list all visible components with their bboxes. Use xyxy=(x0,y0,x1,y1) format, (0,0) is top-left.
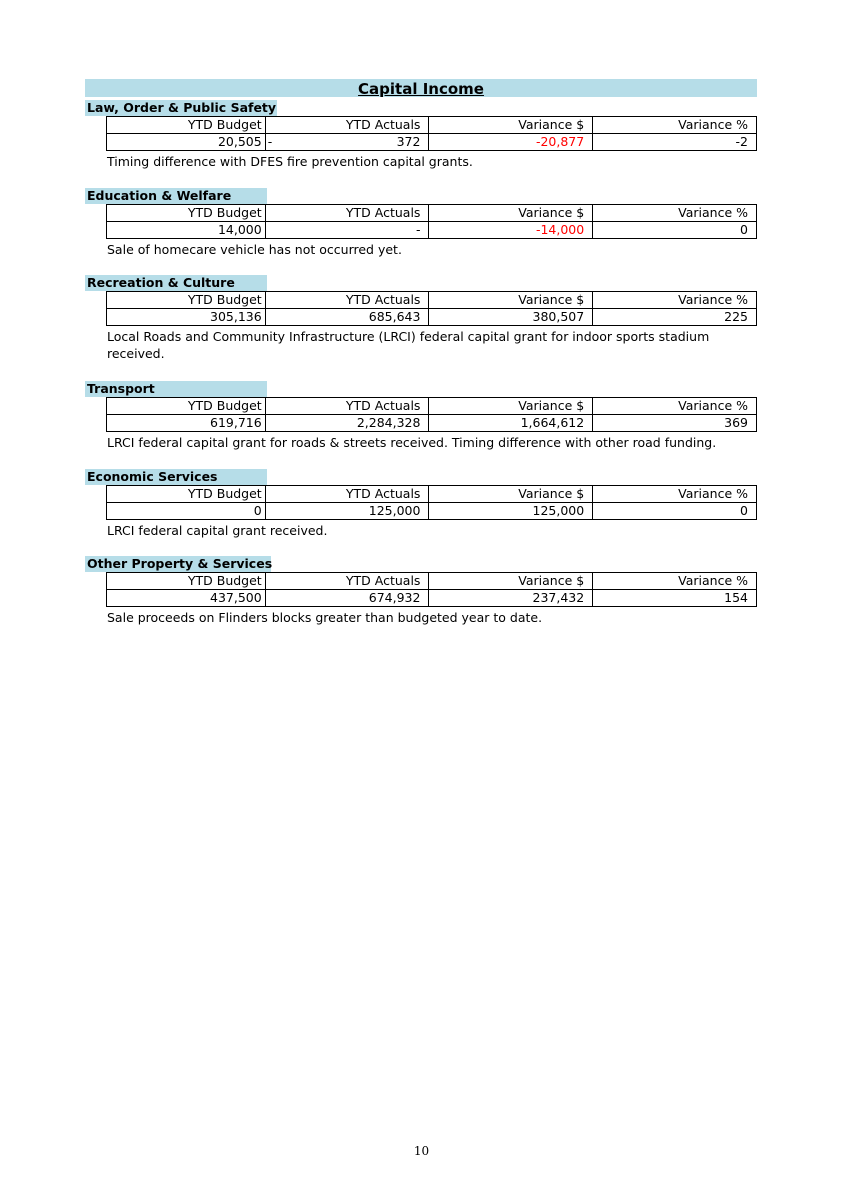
table-row xyxy=(107,134,757,151)
page-number: 10 xyxy=(413,1144,430,1158)
ytd-actuals-value: 125,000 xyxy=(265,503,429,520)
table-header-row xyxy=(107,117,757,134)
header-variance-amount: Variance $ xyxy=(429,486,593,503)
ytd-actuals-value: 674,932 xyxy=(265,590,429,607)
ytd-budget-value: 20,505 xyxy=(107,134,266,151)
section-transport xyxy=(85,378,757,451)
section-heading: Recreation & Culture xyxy=(85,275,267,291)
section-note: LRCI federal capital grant received. xyxy=(107,523,328,538)
table-header-row xyxy=(107,573,757,590)
header-ytd-budget: YTD Budget xyxy=(107,292,266,309)
header-ytd-actuals: YTD Actuals xyxy=(265,205,429,222)
ytd-budget-value: 437,500 xyxy=(107,590,266,607)
section-heading: Law, Order & Public Safety xyxy=(87,100,277,115)
header-ytd-budget: YTD Budget xyxy=(107,117,266,134)
section-other-property xyxy=(85,553,757,626)
header-ytd-budget: YTD Budget xyxy=(107,573,266,590)
ytd-budget-value: 305,136 xyxy=(107,309,266,326)
variance-amount-value: -20,877 xyxy=(429,134,593,151)
variance-percent-value: 225 xyxy=(593,309,757,326)
table-row xyxy=(107,309,757,326)
section-heading: Transport xyxy=(85,381,267,397)
table-header-row xyxy=(107,292,757,309)
variance-percent-value: 0 xyxy=(593,503,757,520)
header-ytd-actuals: YTD Actuals xyxy=(265,398,429,415)
header-variance-amount: Variance $ xyxy=(429,205,593,222)
section-note: Sale of homecare vehicle has not occurred yet. xyxy=(107,242,402,257)
variance-table xyxy=(106,397,757,432)
section-note: LRCI federal capital grant for roads & streets received. Timing difference with other road funding. xyxy=(107,435,717,450)
ytd-budget-value: 0 xyxy=(107,503,266,520)
variance-percent-value: -2 xyxy=(593,134,757,151)
variance-amount-value: 1,664,612 xyxy=(429,415,593,432)
section-note: Local Roads and Community Infrastructure (LRCI) federal capital grant for indoor sports stadium received. xyxy=(107,329,710,361)
section-economic-services xyxy=(85,466,757,539)
header-ytd-actuals: YTD Actuals xyxy=(265,292,429,309)
ytd-budget-value: 14,000 xyxy=(107,222,266,239)
header-ytd-budget: YTD Budget xyxy=(107,205,266,222)
ytd-actuals-cell xyxy=(265,134,429,151)
title-bar xyxy=(85,79,757,97)
page-title: Capital Income xyxy=(358,80,484,98)
variance-percent-value: 0 xyxy=(593,222,757,239)
section-heading: Education & Welfare xyxy=(85,188,267,204)
table-row xyxy=(107,590,757,607)
header-ytd-actuals: YTD Actuals xyxy=(265,573,429,590)
section-note: Timing difference with DFES fire prevention capital grants. xyxy=(107,154,473,169)
header-ytd-actuals: YTD Actuals xyxy=(265,117,429,134)
section-law-order xyxy=(85,97,757,170)
header-variance-percent: Variance % xyxy=(593,573,757,590)
ytd-actuals-value: 2,284,328 xyxy=(265,415,429,432)
variance-amount-value: 237,432 xyxy=(429,590,593,607)
variance-amount-value: 125,000 xyxy=(429,503,593,520)
table-row xyxy=(107,503,757,520)
variance-table xyxy=(106,485,757,520)
ytd-budget-value: 619,716 xyxy=(107,415,266,432)
header-variance-percent: Variance % xyxy=(593,486,757,503)
variance-percent-value: 154 xyxy=(593,590,757,607)
header-ytd-budget: YTD Budget xyxy=(107,398,266,415)
header-variance-percent: Variance % xyxy=(593,117,757,134)
variance-table xyxy=(106,572,757,607)
header-variance-percent: Variance % xyxy=(593,292,757,309)
table-row xyxy=(107,415,757,432)
header-variance-amount: Variance $ xyxy=(429,292,593,309)
negative-sign: - xyxy=(267,134,273,149)
header-variance-percent: Variance % xyxy=(593,205,757,222)
section-recreation-culture xyxy=(85,272,757,362)
header-ytd-budget: YTD Budget xyxy=(107,486,266,503)
header-ytd-actuals: YTD Actuals xyxy=(265,486,429,503)
variance-amount-value: -14,000 xyxy=(429,222,593,239)
section-heading: Economic Services xyxy=(85,469,267,485)
variance-table xyxy=(106,291,757,326)
variance-percent-value: 369 xyxy=(593,415,757,432)
header-variance-percent: Variance % xyxy=(593,398,757,415)
header-variance-amount: Variance $ xyxy=(429,398,593,415)
table-header-row xyxy=(107,398,757,415)
variance-table xyxy=(106,116,757,151)
table-row xyxy=(107,222,757,239)
header-variance-amount: Variance $ xyxy=(429,573,593,590)
table-header-row xyxy=(107,486,757,503)
ytd-actuals-value: - xyxy=(265,222,429,239)
header-variance-amount: Variance $ xyxy=(429,117,593,134)
table-header-row xyxy=(107,205,757,222)
section-education-welfare xyxy=(85,185,757,258)
variance-amount-value: 380,507 xyxy=(429,309,593,326)
variance-table xyxy=(106,204,757,239)
ytd-actuals-value: 372 xyxy=(396,134,421,149)
ytd-actuals-value: 685,643 xyxy=(265,309,429,326)
section-note: Sale proceeds on Flinders blocks greater than budgeted year to date. xyxy=(107,610,543,625)
section-heading: Other Property & Services xyxy=(87,556,273,571)
